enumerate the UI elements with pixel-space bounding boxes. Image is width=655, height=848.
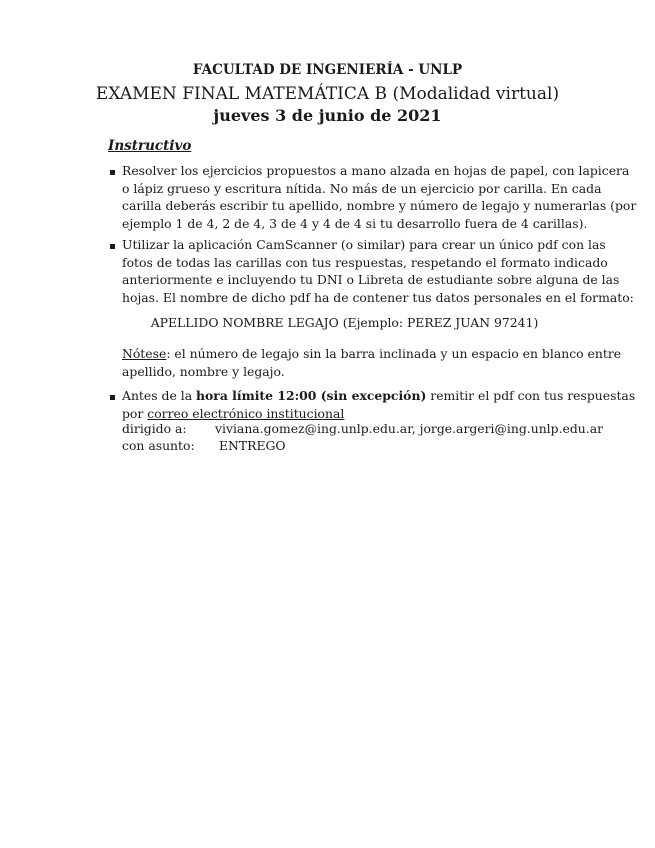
paragraph-line: Utilizar la aplicación CamScanner (o similar) para crear un único pdf con las (122, 237, 606, 252)
section-title: Instructivo (108, 138, 192, 154)
addressed-label: dirigido a: (122, 421, 187, 436)
exam-date: jueves 3 de junio de 2021 (213, 106, 442, 125)
note-paragraph (122, 345, 622, 380)
subject-label: con asunto: (122, 438, 195, 453)
paragraph-line (122, 405, 567, 423)
faculty-heading: FACULTAD DE INGENIERÍA - UNLP (192, 62, 463, 78)
paragraph-line: o lápiz grueso y escritura nítida. No más de un ejercicio por carilla. En cada (122, 180, 602, 196)
deadline-suffix: remitir el pdf con tus respuestas (426, 388, 636, 403)
instruction-paragraph-2 (122, 236, 634, 306)
paragraph-line: hojas. El nombre de dicho pdf ha de contener tus datos personales en el formato: (122, 289, 634, 305)
filename-format-example: APELLIDO NOMBRE LEGAJO (Ejemplo: PEREZ JUAN 97241) (150, 315, 539, 330)
deadline-emphasis: hora límite 12:00 (sin excepción) (196, 388, 427, 403)
instruction-paragraph-1 (122, 162, 637, 232)
paragraph-line: anteriormente e incluyendo tu DNI o Libreta de estudiante sobre alguna de las (122, 272, 620, 287)
deadline-prefix: Antes de la (122, 388, 197, 403)
channel-prefix: por (122, 405, 148, 421)
subject-value: ENTREGO (219, 438, 286, 453)
paragraph-line: carilla deberás escribir tu apellido, nombre y número de legajo y numerarlas (por (122, 198, 637, 213)
bullet-square-icon (110, 395, 115, 400)
note-line: apellido, nombre y legajo. (122, 363, 285, 379)
paragraph-line: fotos de todas las carillas con tus respuestas, respetando el formato indicado (122, 254, 608, 270)
paragraph-line: ejemplo 1 de 4, 2 de 4, 3 de 4 y 4 de 4 si tu desarrollo fuera de 4 carillas). (122, 215, 588, 231)
note-line (122, 345, 622, 363)
bullet-square-icon (110, 244, 115, 249)
note-text: : el número de legajo sin la barra inclinada y un espacio en blanco entre (166, 346, 622, 361)
instruction-paragraph-3 (122, 387, 636, 422)
exam-title: EXAMEN FINAL MATEMÁTICA B (Modalidad virtual) (95, 84, 560, 104)
bullet-square-icon (110, 170, 115, 175)
paragraph-line: Resolver los ejercicios propuestos a mano alzada en hojas de papel, con lapicera (122, 163, 630, 178)
addressed-emails: viviana.gomez@ing.unlp.edu.ar, jorge.argeri@ing.unlp.edu.ar (215, 421, 604, 436)
paragraph-line (122, 387, 636, 405)
channel-text: correo electrónico institucional (147, 405, 345, 421)
note-label: Nótese (122, 346, 167, 361)
